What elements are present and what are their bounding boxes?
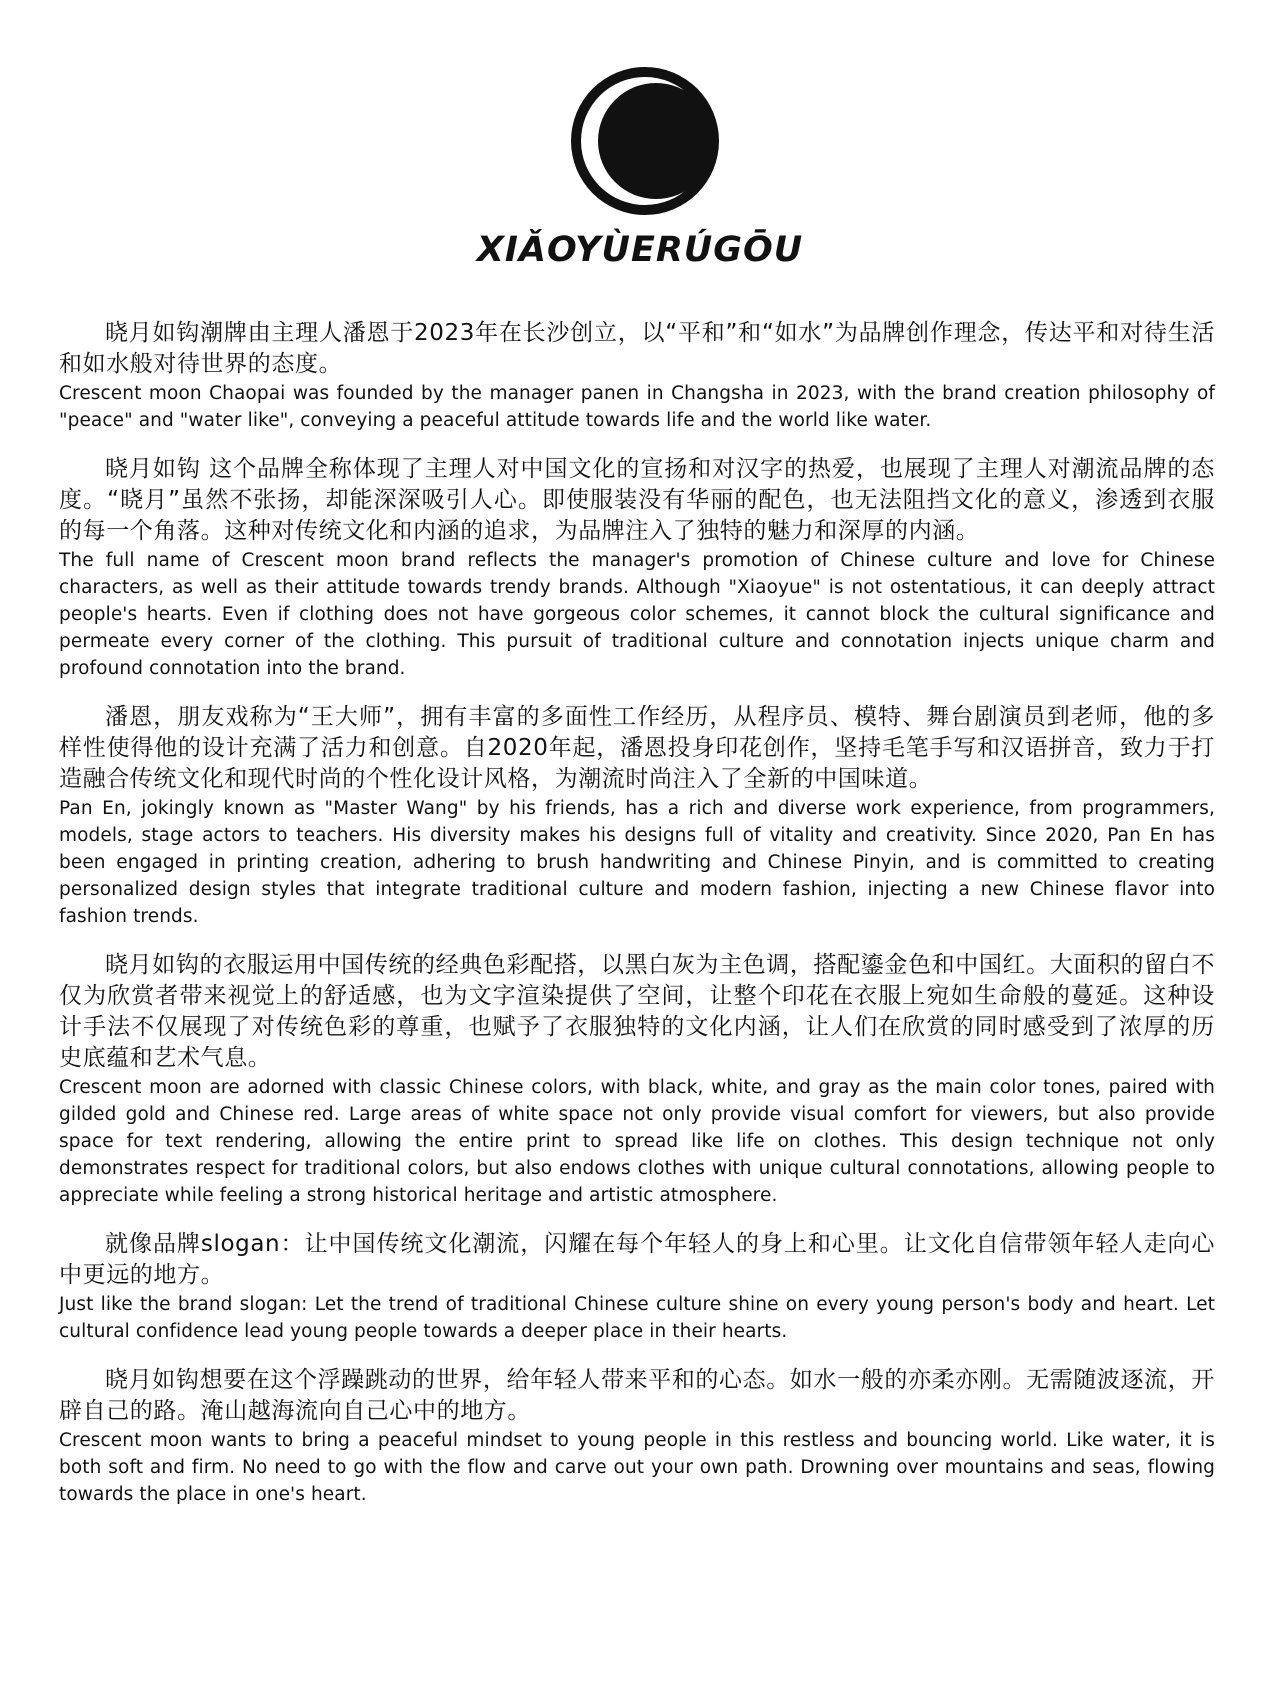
paragraph-en: Pan En, jokingly known as "Master Wang" by his friends, has a rich and diverse work experience, from programmers, models, stage actors to teachers. His diversity makes his designs full of vitality and creativity. Since 2020, Pan En has been engaged in printing creation, adhering to brush handwriting and Chinese Pinyin, and is committed to creating personalized design styles that integrate traditional culture and modern fashion, injecting a new Chinese flavor into fashion trends.	[59, 798, 1215, 927]
section-founding	[59, 318, 1215, 434]
paragraph-zh: 晓月如钩的衣服运用中国传统的经典色彩配搭，以黑白灰为主色调，搭配鎏金色和中国红。大面积的留白不仅为欣赏者带来视觉上的舒适感，也为文字渲染提供了空间，让整个印花在衣服上宛如生命般的蔓延。这种设计手法不仅展现了对传统色彩的尊重，也赋予了衣服独特的文化内涵，让人们在欣赏的同时感受到了浓厚的历史底蕴和艺术气息。	[59, 952, 1215, 1071]
section-founder	[59, 702, 1215, 930]
paragraph-zh: 就像品牌slogan：让中国传统文化潮流，闪耀在每个年轻人的身上和心里。让文化自信带领年轻人走向心中更远的地方。	[59, 1231, 1215, 1288]
paragraph-en: The full name of Crescent moon brand reflects the manager's promotion of Chinese culture and love for Chinese characters, as well as their attitude towards trendy brands. Although "Xiaoyue" is not ostentatious, it can deeply attract people's hearts. Even if clothing does not have gorgeous color schemes, it cannot block the cultural significance and permeate every corner of the clothing. This pursuit of traditional culture and connotation injects unique charm and profound connotation into the brand.	[59, 550, 1215, 679]
paragraph-en: Crescent moon Chaopai was founded by the manager panen in Changsha in 2023, with the brand creation philosophy of "peace" and "water like", conveying a peaceful attitude towards life and the world like water.	[59, 383, 1215, 431]
section-colors	[59, 950, 1215, 1209]
paragraph-en: Crescent moon wants to bring a peaceful mindset to young people in this restless and bouncing world. Like water, it is both soft and firm. No need to go with the flow and carve out your own path. Drowning over mountains and seas, flowing towards the place in one's heart.	[59, 1430, 1215, 1505]
paragraph-en: Crescent moon are adorned with classic Chinese colors, with black, white, and gray as the main color tones, paired with gilded gold and Chinese red. Large areas of white space not only provide visual comfort for viewers, but also provide space for text rendering, allowing the entire print to spread like life on clothes. This design technique not only demonstrates respect for traditional colors, but also endows clothes with unique cultural connotations, allowing people to appreciate while feeling a strong historical heritage and artistic atmosphere.	[59, 1077, 1215, 1206]
section-slogan	[59, 1229, 1215, 1345]
section-mission	[59, 1365, 1215, 1508]
section-brand-name	[59, 454, 1215, 682]
article-body	[59, 318, 1215, 1528]
crescent-moon-icon	[460, 58, 820, 273]
paragraph-en: Just like the brand slogan: Let the trend of traditional Chinese culture shine on every young person's body and heart. Let cultural confidence lead young people towards a deeper place in their hearts.	[59, 1294, 1215, 1342]
paragraph-zh: 潘恩，朋友戏称为“王大师”，拥有丰富的多面性工作经历，从程序员、模特、舞台剧演员到老师，他的多样性使得他的设计充满了活力和创意。自2020年起，潘恩投身印花创作，坚持毛笔手写和汉语拼音，致力于打造融合传统文化和现代时尚的个性化设计风格，为潮流时尚注入了全新的中国味道。	[59, 704, 1215, 792]
paragraph-zh: 晓月如钩 这个品牌全称体现了主理人对中国文化的宣扬和对汉字的热爱，也展现了主理人对潮流品牌的态度。“晓月”虽然不张扬，却能深深吸引人心。即使服装没有华丽的配色，也无法阻挡文化的意义，渗透到衣服的每一个角落。这种对传统文化和内涵的追求，为品牌注入了独特的魅力和深厚的内涵。	[59, 456, 1215, 544]
brand-logo	[0, 58, 1280, 273]
paragraph-zh: 晓月如钩潮牌由主理人潘恩于2023年在长沙创立，以“平和”和“如水”为品牌创作理念，传达平和对待生活和如水般对待世界的态度。	[59, 320, 1215, 377]
logo-wordmark: XIǍOYÙERÚGŌU	[476, 230, 804, 270]
paragraph-zh: 晓月如钩想要在这个浮躁跳动的世界，给年轻人带来平和的心态。如水一般的亦柔亦刚。无需随波逐流，开辟自己的路。淹山越海流向自己心中的地方。	[59, 1367, 1215, 1424]
